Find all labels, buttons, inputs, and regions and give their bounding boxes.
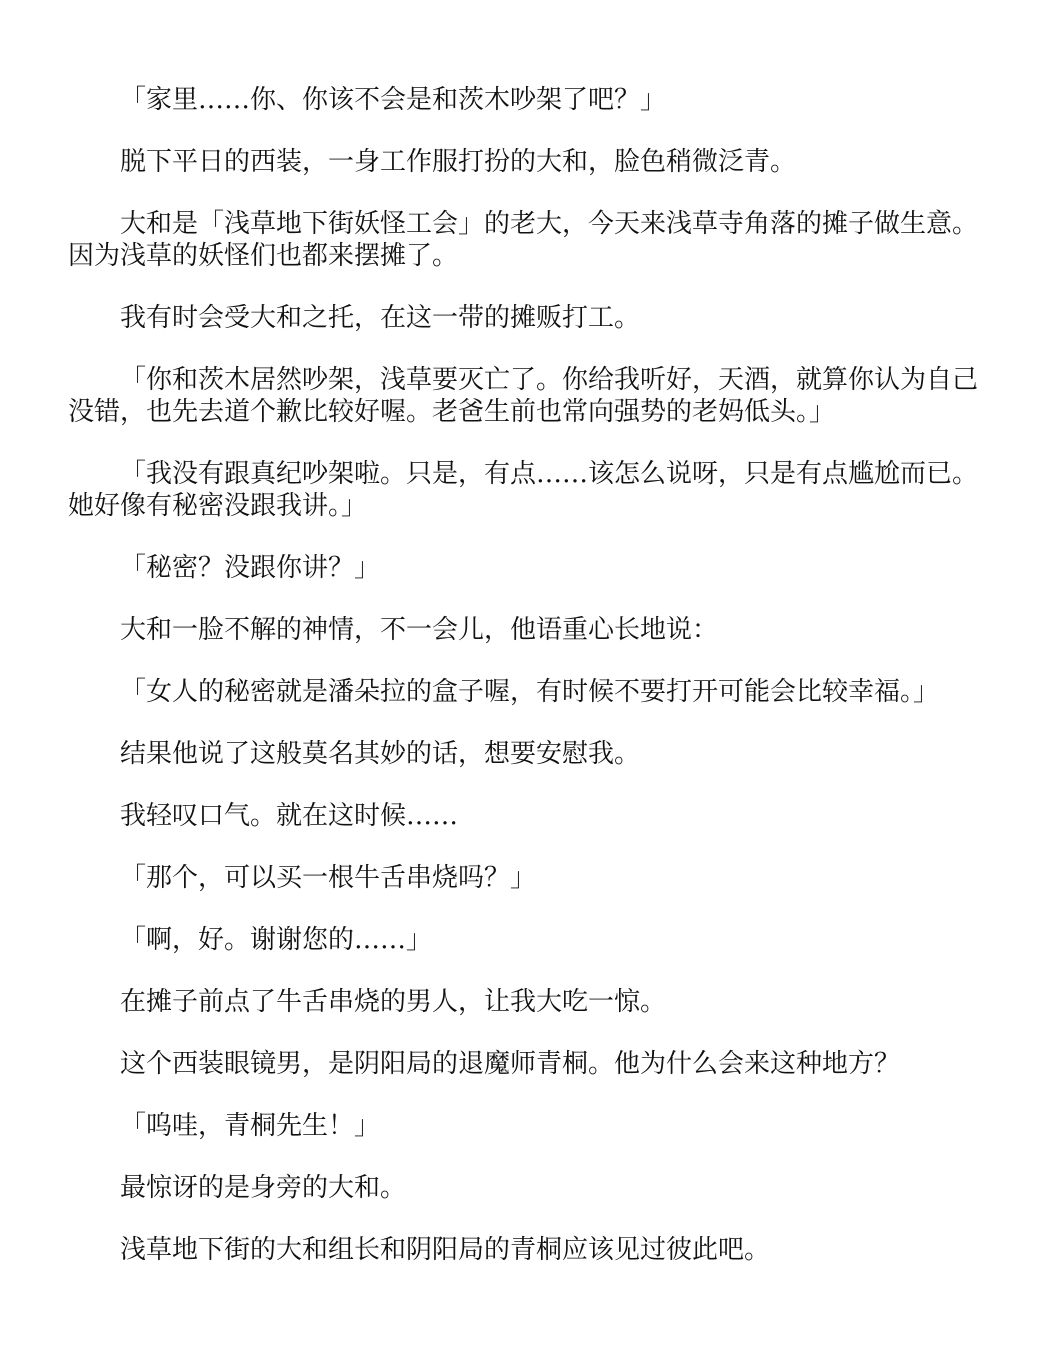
paragraph: 在摊子前点了牛舌串烧的男人，让我大吃一惊。 [120,987,667,1017]
paragraph: 最惊讶的是身旁的大和。 [120,1173,407,1203]
paragraph: 「那个，可以买一根牛舌串烧吗？」 [120,863,537,893]
paragraph: 我轻叹口气。就在这时候…… [120,801,459,831]
body-text [68,84,978,1296]
paragraph: 「啊，好。谢谢您的……」 [120,925,433,955]
paragraph: 这个西装眼镜男，是阴阳局的退魔师青桐。他为什么会来这种地方？ [120,1049,901,1079]
paragraph: 「秘密？没跟你讲？」 [120,553,381,583]
paragraph: 大和是「浅草地下街妖怪工会」的老大，今天来浅草寺角落的摊子做生意。因为浅草的妖怪们也都来摆摊了。 [68,209,979,271]
paragraph: 浅草地下街的大和组长和阴阳局的青桐应该见过彼此吧。 [120,1235,771,1265]
paragraph: 「你和茨木居然吵架，浅草要灭亡了。你给我听好，天酒，就算你认为自己没错，也先去道个歉比较好喔。老爸生前也常向强势的老妈低头。」 [68,365,979,427]
paragraph: 结果他说了这般莫名其妙的话，想要安慰我。 [120,739,641,769]
paragraph: 「女人的秘密就是潘朵拉的盒子喔，有时候不要打开可能会比较幸福。」 [120,677,940,707]
paragraph: 大和一脸不解的神情，不一会儿，他语重心长地说： [120,615,719,645]
paragraph: 「家里……你、你该不会是和茨木吵架了吧？」 [120,85,667,115]
paragraph: 我有时会受大和之托，在这一带的摊贩打工。 [120,303,641,333]
paragraph: 「呜哇，青桐先生！」 [120,1111,381,1141]
paragraph: 脱下平日的西装，一身工作服打扮的大和，脸色稍微泛青。 [120,147,797,177]
paragraph: 「我没有跟真纪吵架啦。只是，有点……该怎么说呀，只是有点尴尬而已。她好像有秘密没跟我讲。」 [68,459,979,521]
